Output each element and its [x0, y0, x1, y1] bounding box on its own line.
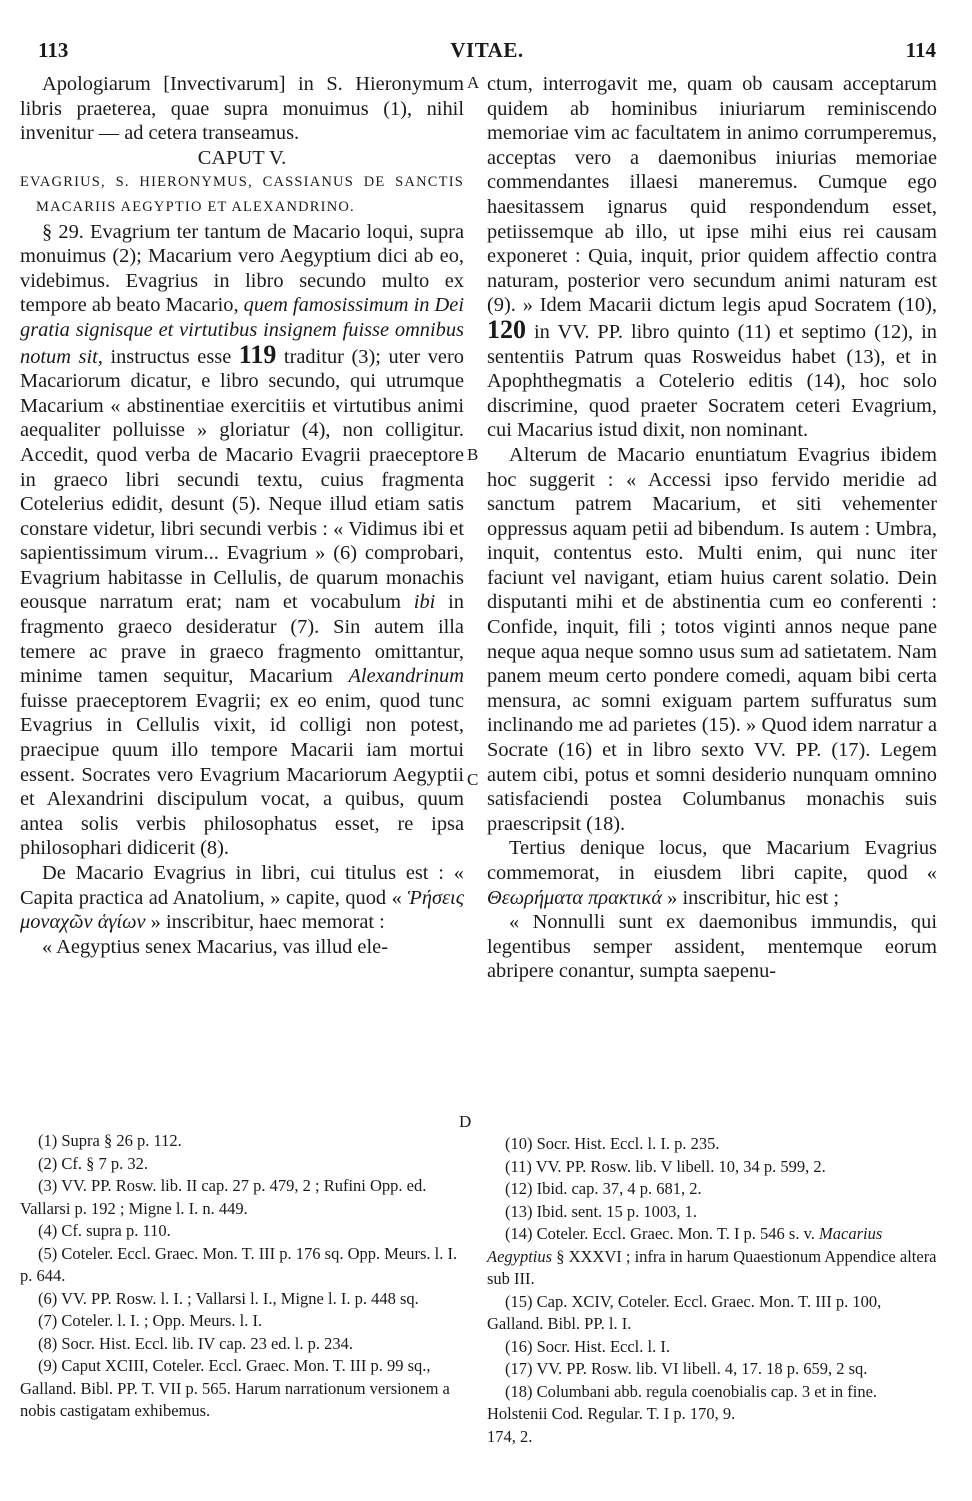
section-marker-b: B [467, 445, 479, 464]
footnote: (1) Supra § 26 p. 112. [38, 1131, 182, 1150]
right-page-number: 114 [905, 38, 936, 62]
footnote: (2) Cf. § 7 p. 32. [38, 1153, 148, 1173]
paragraph-29: § 29. Evagrium ter tantum de Macario loqui, supra monuimus (2); Macarium vero Aegyptium dici ab eo, videbimus. Evagrius in libro secundo multo ex tempore ab beato Macario, quem famosissimum in Dei gratia signisque et virtutibus insignem fuisse omnibus notum sit, instructus esse 119 traditur (3); uter vero Macariorum dicatur, e libro secundo, qui utrumque Macarium « abstinentiae exercitiis et virtutibus animi aequaliter polluisse » gloriatur (4), non colligitur. Accedit, quod verba de Macario Evagrii praeceptore in graeco libri secundi textu, cuius fragmenta Cotelerius edidit, desunt (5). Neque illud etiam satis constare videtur, libri secundi verbis : « Vidimus ibi et sapientissimum virum... Evagrium » (6) comprobari, Evagrium habitasse in Cellulis, de quarum monachis eousque narratum erat; nam et vocabulum ibi in fragmento graeco desideratur (7). Sin autem illa temere ac prave in graeco fragmento omittantur, minime tamen sequitur, Macarium Alexandrinum fuisse praeceptorem Evagrii; ex eo enim, quod tunc Evagrius in Cellulis vixit, id colligi non potest, praecipue quum illo tempore Macarii iam mortui essent. Socrates vero Evagrium Macariorum Aegyptii et Alexandrini discipulum vocat, a quibus, quum antea solis verbis philosophatus esset, re ipsa philosophari didicerit (8). [20, 220, 464, 860]
chapter-summary: EVAGRIUS, S. HIERONYMUS, CASSIANUS DE SANCTIS MACARIIS AEGYPTIO ET ALEXANDRINO. [20, 174, 464, 215]
paragraph: « Aegyptius senex Macarius, vas illud ele- [42, 935, 388, 958]
section-marker-c: C [467, 770, 479, 789]
footnote: (3) VV. PP. Rosw. lib. II cap. 27 p. 479, 2 ; Rufini Opp. ed. Vallarsi p. 192 ; Migne l. I. n. 449. [20, 1176, 427, 1218]
left-page-number: 113 [38, 38, 69, 62]
section-marker-a: A [467, 73, 480, 92]
paragraph: Alterum de Macario enuntiatum Evagrius ibidem hoc suggerit : « Accessi ipso fervido meridie ad sanctum patrem Macarium, et siti vehementer oppressus aquam petii ad bibendum. Is autem : Umbra, inquit, contentus esto. Multi enim, qui nunc iter faciunt vel navigant, etiam huius carent solatio. Dein disputanti mihi et de abstinentia cum eo conferenti : Confide, inquit, fili ; totos viginti annos neque pane neque aqua neque somno usus sum ad satietatem. Nam panem meum certo pondere comedi, aquam bibi certa mensura, ac somni exiguam partem suffuratus sum inclinando me ad parietes (15). » Quod idem narratur a Socrate (16) et in libro sexto VV. PP. (17). Legem autem cibi, potus et somni desiderio nunquam omnino satisfaciendi postea Columbanus monachis suis praescripsit (18). [487, 443, 937, 835]
footnote: (7) Coteler. l. I. ; Opp. Meurs. l. I. [38, 1311, 263, 1330]
footnote: (11) VV. PP. Rosw. lib. V libell. 10, 34 p. 599, 2. [505, 1156, 826, 1176]
paragraph: Apologiarum [Invectivarum] in S. Hieronymum libris praeterea, quae supra monuimus (1), nihil invenitur — ad cetera transeamus. [20, 73, 464, 145]
footnote: (8) Socr. Hist. Eccl. lib. IV cap. 23 ed. l. p. 234. [38, 1333, 353, 1353]
footnote: (15) Cap. XCIV, Coteler. Eccl. Graec. Mon. T. III p. 100, Galland. Bibl. PP. l. I. [487, 1291, 882, 1333]
footnote: (6) VV. PP. Rosw. l. I. ; Vallarsi l. I., Migne l. I. p. 448 sq. [38, 1288, 419, 1308]
running-header [38, 38, 936, 66]
footnote: (18) Columbani abb. regula coenobialis cap. 3 et in fine. Holstenii Cod. Regular. T. I p. 170, 9. [487, 1381, 878, 1423]
footnotes-left [20, 1130, 464, 1423]
running-title: VITAE. [450, 38, 524, 62]
footnote: (10) Socr. Hist. Eccl. l. I. p. 235. [505, 1134, 720, 1153]
paragraph: ctum, interrogavit me, quam ob causam acceptarum quidem ab hominibus iniuriarum reminiscendo memoriae vim ac facultatem in animo corrumperemus, acceptas vero a daemonibus iniurias memoriae commendantes illaesi maneremus. Cumque ego haesitassem ignarus quid respondendum esset, petiissemque ab illo, ut ipse mihi eius rei causam exponeret : Quia, inquit, prior quidem affectio contra naturam, posterior vero secundum animi naturam est (9). » Idem Macarii dictum legis apud Socratem (10), 120 in VV. PP. libro quinto (11) et septimo (12), in sententiis Patrum quas Rosweidus habet (13), et in Apophthegmatis a Cotelerio editis (14), hoc solo discrimine, quod praeter Socratem ceteri Evagrium, cui Macarius istud dixit, non nominant. [487, 73, 937, 442]
right-column [487, 72, 937, 984]
paragraph: De Macario Evagrius in libri, cui titulus est : « Capita practica ad Anatolium, » capite, quod « Ῥήσεις μοναχῶν ἁγίων » inscribitur, haec memorat : [20, 862, 464, 934]
left-column [20, 72, 464, 959]
section-marker-d: D [459, 1112, 472, 1131]
footnote: (9) Caput XCIII, Coteler. Eccl. Graec. Mon. T. III p. 99 sq., Galland. Bibl. PP. T. VII p. 565. Harum narrationum versionem a nobis castigatam exhibemus. [20, 1356, 450, 1420]
footnote: (4) Cf. supra p. 110. [38, 1221, 171, 1240]
footnote: (17) VV. PP. Rosw. lib. VI libell. 4, 17. 18 p. 659, 2 sq. [505, 1359, 868, 1378]
footnote: (16) Socr. Hist. Eccl. l. I. [505, 1336, 670, 1356]
margin-number-119: 119 [238, 339, 277, 369]
footnote: (12) Ibid. cap. 37, 4 p. 681, 2. [505, 1179, 702, 1198]
paragraph: Tertius denique locus, que Macarium Evagrius commemorat, in eiusdem libri capite, quod « Θεωρήματα πρακτικά » inscribitur, hic est ; [487, 837, 937, 909]
margin-number-120: 120 [487, 314, 526, 344]
footnote: (14) Coteler. Eccl. Graec. Mon. T. I p. 546 s. v. Macarius Aegyptius § XXXVI ; infra in harum Quaestionum Appendice altera sub III. [487, 1224, 937, 1288]
chapter-heading: CAPUT V. [197, 146, 287, 169]
footnotes-right [487, 1133, 937, 1448]
paragraph: « Nonnulli sunt ex daemonibus immundis, qui legentibus semper assident, mentemque eorum abripere conantur, sumpta saepenu- [487, 911, 937, 983]
footnote-continuation: 174, 2. [487, 1426, 533, 1446]
footnote: (5) Coteler. Eccl. Graec. Mon. T. III p. 176 sq. Opp. Meurs. l. I. p. 644. [20, 1243, 458, 1285]
footnote: (13) Ibid. sent. 15 p. 1003, 1. [505, 1201, 698, 1221]
